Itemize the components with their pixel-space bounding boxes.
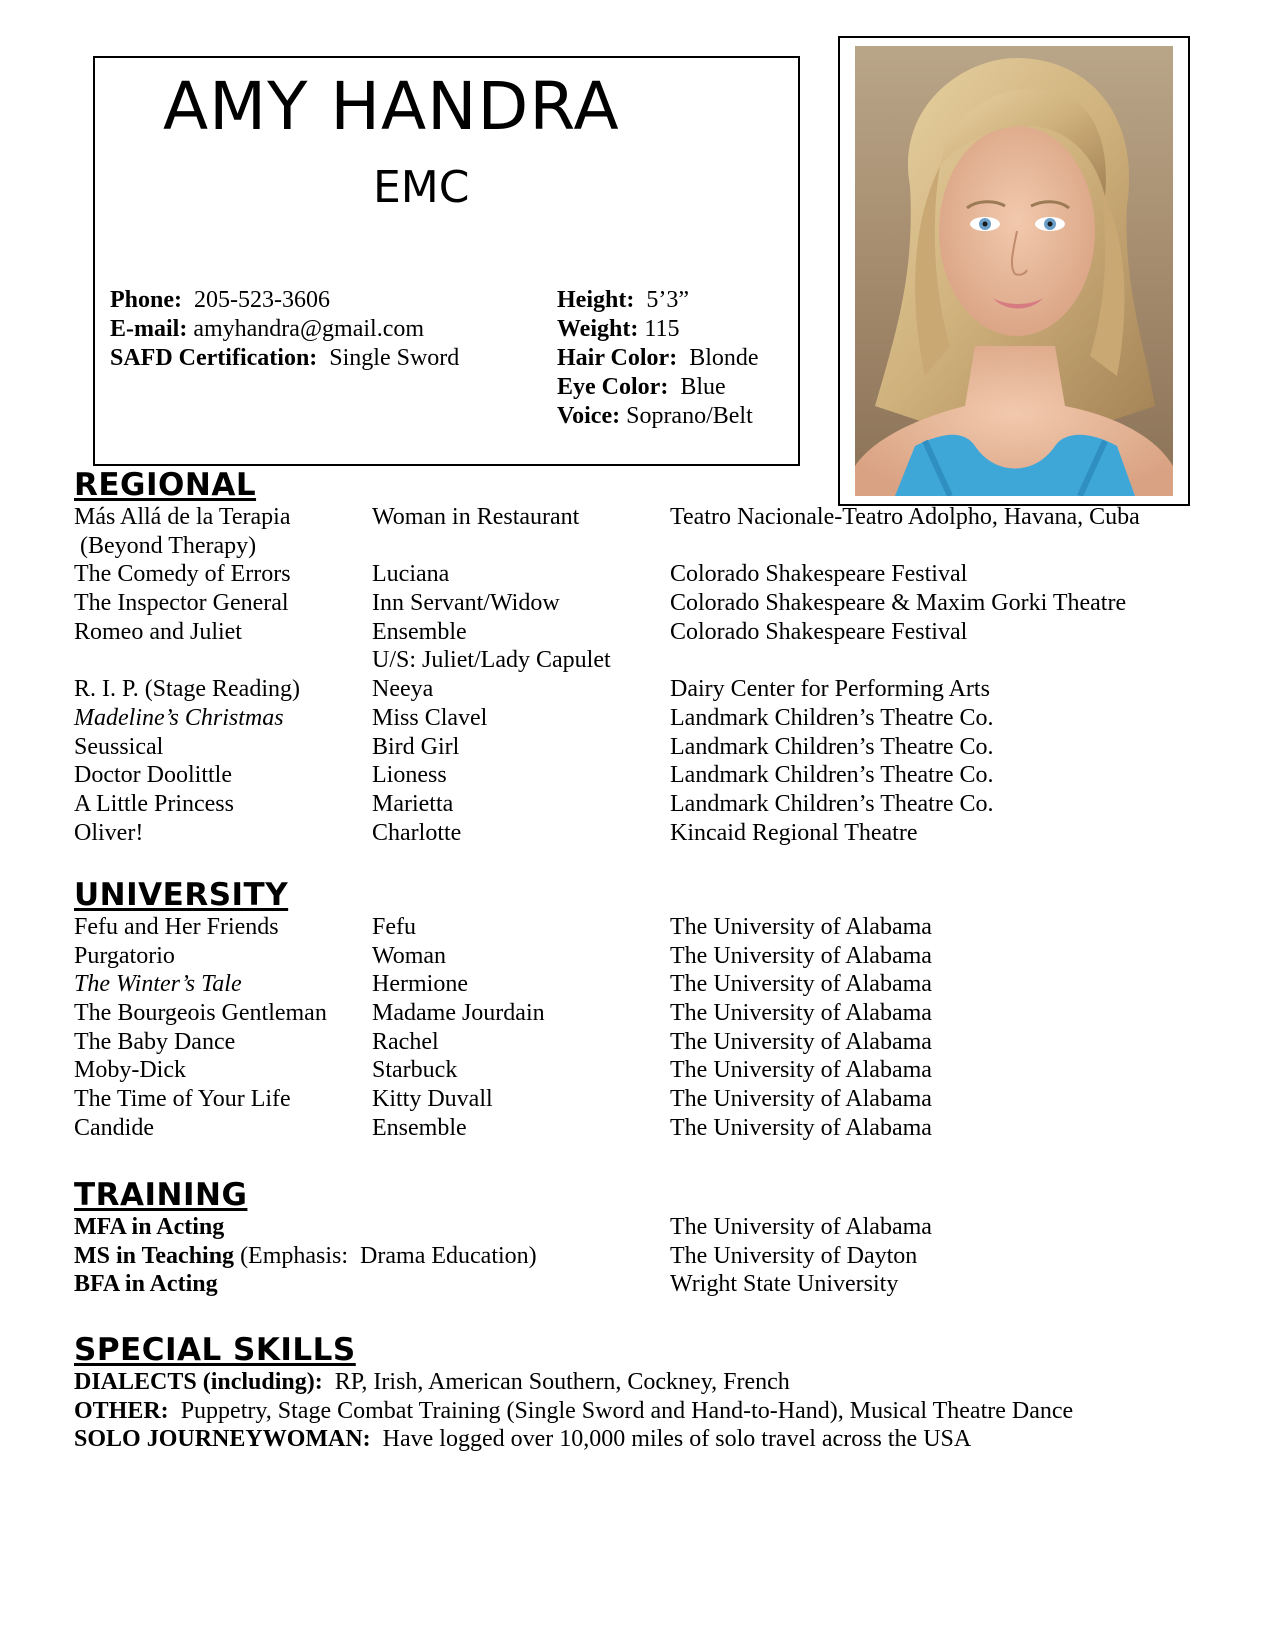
height-label: Height: [557, 287, 635, 313]
email-label: E-mail: [110, 316, 188, 342]
eye-label: Eye Color: [557, 374, 669, 400]
school: The University of Alabama [670, 1214, 932, 1240]
safd-label: SAFD Certification: [110, 345, 318, 371]
role: U/S: Juliet/Lady Capulet [372, 647, 611, 674]
venue: The University of Alabama [670, 914, 932, 940]
skill-row [74, 1425, 1204, 1454]
credit-row [74, 618, 1204, 647]
skill-value: Have logged over 10,000 miles of solo travel across the USA [370, 1426, 972, 1453]
safd-line [110, 344, 459, 373]
credit-row [74, 560, 1204, 589]
skill-row [74, 1397, 1204, 1426]
degree-detail: (Emphasis: Drama Education) [234, 1242, 537, 1269]
venue: Colorado Shakespeare Festival [670, 618, 968, 645]
credit-row [74, 704, 1204, 733]
show-title: Candide [74, 1114, 154, 1141]
actor-name: AMY HANDRA [163, 68, 620, 145]
venue: Landmark Children’s Theatre Co. [670, 790, 994, 817]
height-line [557, 286, 759, 315]
credit-row [74, 999, 1204, 1028]
show-title: The Bourgeois Gentleman [74, 1000, 327, 1027]
show-title: Seussical [74, 733, 164, 760]
credit-row [74, 675, 1204, 704]
credit-row [74, 733, 1204, 762]
weight-label: Weight: [557, 316, 639, 342]
role: Fefu [372, 914, 416, 940]
training-heading: TRAINING [74, 1177, 248, 1213]
contact-info [110, 286, 459, 373]
show-title: A Little Princess [74, 790, 234, 817]
role: Kitty Duvall [372, 1086, 493, 1113]
degree: MFA in Acting [74, 1214, 225, 1240]
credit-row [74, 790, 1204, 819]
university-heading: UNIVERSITY [74, 877, 289, 913]
role: Woman in Restaurant [372, 504, 580, 530]
show-title: The Comedy of Errors [74, 561, 291, 588]
degree-line [74, 1270, 218, 1299]
headshot-illustration [855, 46, 1173, 496]
venue: Colorado Shakespeare & Maxim Gorki Theatre [670, 590, 1127, 617]
header-box [93, 56, 800, 466]
skill-row [74, 1368, 1204, 1397]
physical-stats [557, 286, 759, 431]
role: Starbuck [372, 1057, 458, 1084]
venue: The University of Alabama [670, 1057, 932, 1084]
skill-label: DIALECTS (including): [74, 1369, 323, 1395]
voice-value: Soprano/Belt [626, 403, 753, 429]
role: Hermione [372, 971, 468, 998]
skills-heading: SPECIAL SKILLS [74, 1332, 356, 1368]
show-title: The Baby Dance [74, 1028, 236, 1055]
height-value: 5’3” [646, 287, 689, 313]
skill-label: SOLO JOURNEYWOMAN: [74, 1426, 371, 1453]
role: Miss Clavel [372, 704, 488, 731]
show-title: The Time of Your Life [74, 1086, 291, 1113]
degree-line [74, 1213, 224, 1242]
role: Neeya [372, 676, 434, 703]
venue: Dairy Center for Performing Arts [670, 676, 990, 703]
show-title: Moby-Dick [74, 1057, 186, 1084]
credit-row [74, 819, 1204, 848]
role: Rachel [372, 1028, 439, 1055]
hair-value: Blonde [689, 345, 759, 371]
skill-label: OTHER: [74, 1397, 169, 1424]
regional-section [74, 467, 1204, 847]
venue: Landmark Children’s Theatre Co. [670, 704, 994, 731]
weight-value: 115 [644, 316, 680, 342]
role: Ensemble [372, 1114, 467, 1141]
show-title: Romeo and Juliet [74, 618, 242, 645]
role: Lioness [372, 762, 447, 789]
show-title: The Winter’s Tale [74, 971, 242, 998]
safd-value: Single Sword [329, 345, 460, 371]
show-title: Doctor Doolittle [74, 762, 232, 789]
phone-value: 205-523-3606 [194, 287, 330, 313]
skills-section [74, 1332, 1204, 1454]
credit-row [74, 1085, 1204, 1114]
show-title: Fefu and Her Friends [74, 914, 279, 940]
eye-value: Blue [680, 374, 726, 400]
show-title: Más Allá de la Terapia [74, 504, 291, 530]
phone-label: Phone: [110, 287, 182, 313]
venue: Landmark Children’s Theatre Co. [670, 762, 994, 789]
credit-row [74, 942, 1204, 971]
degree: BFA in Acting [74, 1271, 218, 1298]
regional-heading: REGIONAL [74, 467, 257, 503]
credit-row [74, 589, 1204, 618]
venue: The University of Alabama [670, 942, 932, 969]
school: Wright State University [670, 1271, 899, 1298]
show-title: The Inspector General [74, 590, 289, 617]
show-title: Oliver! [74, 819, 144, 846]
role: Ensemble [372, 618, 467, 645]
eye-line [557, 373, 759, 402]
venue: The University of Alabama [670, 1114, 932, 1141]
headshot-photo [855, 46, 1173, 496]
credit-row [74, 503, 1204, 532]
email-line [110, 315, 459, 344]
credit-row [74, 1056, 1204, 1085]
union-status: EMC [373, 162, 470, 213]
training-row [74, 1242, 1204, 1271]
skill-value: RP, Irish, American Southern, Cockney, French [322, 1369, 790, 1395]
credit-row [74, 532, 1204, 561]
credit-row [74, 761, 1204, 790]
show-title: R. I. P. (Stage Reading) [74, 676, 300, 703]
school: The University of Dayton [670, 1242, 918, 1269]
credit-row [74, 1028, 1204, 1057]
role: Woman [372, 942, 447, 969]
hair-label: Hair Color: [557, 345, 678, 371]
venue: Colorado Shakespeare Festival [670, 561, 968, 588]
role: Charlotte [372, 819, 462, 846]
show-title: Purgatorio [74, 942, 175, 969]
university-section [74, 877, 1204, 1143]
venue: The University of Alabama [670, 1086, 932, 1113]
credit-row [74, 913, 1204, 942]
credit-row [74, 646, 1204, 675]
show-title: (Beyond Therapy) [74, 532, 257, 559]
role: Madame Jourdain [372, 1000, 545, 1027]
training-row [74, 1270, 1204, 1299]
show-title: Madeline’s Christmas [74, 704, 284, 731]
training-section [74, 1177, 1204, 1299]
weight-line [557, 315, 759, 344]
venue: The University of Alabama [670, 1028, 932, 1055]
headshot-frame [838, 36, 1190, 506]
degree-line [74, 1242, 537, 1271]
degree: MS in Teaching [74, 1242, 235, 1269]
venue: The University of Alabama [670, 1000, 932, 1027]
credit-row [74, 970, 1204, 999]
role: Marietta [372, 790, 454, 817]
credit-row [74, 1114, 1204, 1143]
training-row [74, 1213, 1204, 1242]
hair-line [557, 344, 759, 373]
venue: The University of Alabama [670, 971, 932, 998]
venue: Landmark Children’s Theatre Co. [670, 733, 994, 760]
role: Inn Servant/Widow [372, 590, 560, 617]
email-value: amyhandra@gmail.com [193, 316, 425, 342]
venue: Kincaid Regional Theatre [670, 819, 918, 846]
skill-value: Puppetry, Stage Combat Training (Single Sword and Hand-to-Hand), Musical Theatre Dance [168, 1397, 1074, 1424]
venue: Teatro Nacionale-Teatro Adolpho, Havana, Cuba [670, 504, 1140, 530]
phone-line [110, 286, 459, 315]
role: Luciana [372, 561, 450, 588]
voice-label: Voice: [557, 403, 621, 429]
role: Bird Girl [372, 733, 460, 760]
voice-line [557, 402, 759, 431]
